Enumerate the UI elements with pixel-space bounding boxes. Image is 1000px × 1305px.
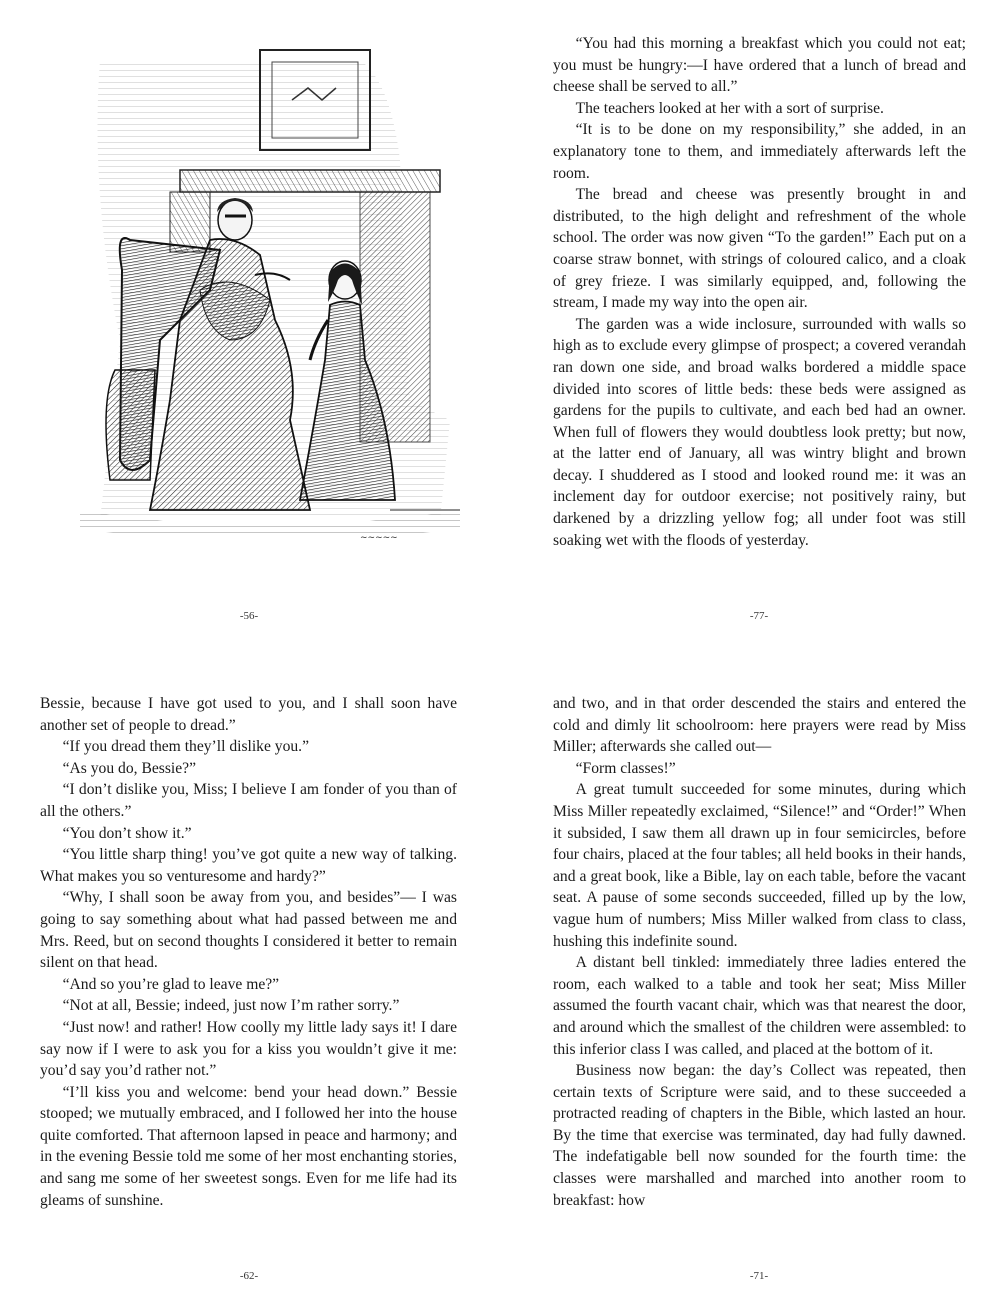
paragraph: A great tumult succeeded for some minutes, during which Miss Miller repeatedly exclaimed, “Silence!” and “Order!” When it subsided, I saw them all drawn up in four semicircles, before four chairs, placed at the four tables; all held books in their hands, and a great book, like a Bible, lay on each table, before the vacant seat. A pause of some seconds succeeded, filled up by the low, vague hum of numbers; Miss Miller walked from class to class, hushing this indefinite sound. [553,781,966,950]
paragraph: “If you dread them they’ll dislike you.” [62,738,310,756]
paragraph: “You had this morning a breakfast which you could not eat; you must be hungry:—I have ordered that a lunch of bread and cheese shall be served to all.” [553,35,966,96]
paragraph: “And so you’re glad to leave me?” [62,975,280,993]
paragraph: “Not at all, Bessie; indeed, just now I’m rather sorry.” [62,997,400,1015]
page-top-right [500,0,1000,652]
page-bottom-right [500,652,1000,1305]
woman-head [218,200,252,240]
paragraph: “Form classes!” [575,759,676,777]
paragraph: “It is to be done on my responsibility,” she added, in an explanatory tone to them, and immediately afterwards left the room. [553,121,966,182]
paragraph: “As you do, Bessie?” [62,759,196,777]
paragraph: “I don’t dislike you, Miss; I believe I am fonder of you than of all the others.” [40,781,457,820]
paragraph: “You don’t show it.” [62,824,192,842]
paragraph: The garden was a wide inclosure, surrounded with walls so high as to exclude every glimpse of prospect; a covered verandah ran down one side, and broad walks bordered a middle space divided into scores of little beds: these beds were assigned as gardens for the pupils to cultivate, and each bed had an owner. When full of flowers they would doubtless look pretty; but now, at the latter end of January, all was wintry blight and brown decay. I shuddered as I stood and looked round me: it was an inclement day for outdoor exercise; not positively rainy, but darkened by a drizzling yellow fog; all under foot was still soaking wet with the floods of yesterday. [553,315,966,549]
text-block [553,693,966,1211]
artist-signature: ~~~~~ [360,533,398,543]
engraving-illustration [60,40,470,550]
paragraph: “You little sharp thing! you’ve got quite a new way of talking. What makes you so venturesome and hardy?” [40,846,457,885]
page-bottom-left [0,652,500,1305]
page-number: -71- [749,1270,769,1282]
page-top-left [0,0,500,652]
page-number: -56- [239,610,259,622]
page-number: -62- [239,1270,259,1282]
paragraph: “Just now! and rather! How coolly my little lady says it! I dare say now if I were to ask you for a kiss you wouldn’t give it me: you’d say you’d rather not.” [40,1018,457,1080]
text-block [553,33,966,551]
paragraph: and two, and in that order descended the stairs and entered the cold and dimly lit schoolroom: here prayers were read by Miss Miller; afterwards she called out— [553,695,966,756]
text-block [40,693,457,1211]
paragraph: Bessie, because I have got used to you, and I shall soon have another set of people to dread.” [40,695,457,734]
paragraph: Business now began: the day’s Collect was repeated, then certain texts of Scripture were said, and to these succeeded a protracted reading of chapters in the Bible, which lasted an hour. By the time that exercise was terminated, day had fully dawned. The indefatigable bell now sounded for the fourth time: the classes were marshalled and marched into another room to breakfast: how [553,1062,966,1209]
fireplace-mantel [180,170,440,192]
paragraph: A distant bell tinkled: immediately three ladies entered the room, each walked to a table and took her seat; Miss Miller assumed the fourth vacant chair, which was that nearest the door, and around which the smallest of the children were assembled: to this inferior class I was called, and placed at the bottom of it. [553,954,966,1058]
paragraph: The bread and cheese was presently brought in and distributed, to the high delight and refreshment of the whole school. The order was now given “To the garden!” Each put on a coarse straw bonnet, with strings of coloured calico, and a cloak of grey frieze. I was similarly equipped, and, following the stream, I made my way into the open air. [553,186,966,312]
paragraph: “I’ll kiss you and welcome: bend your head down.” Bessie stooped; we mutually embraced, and I followed her into the house quite comforted. That afternoon lapsed in peace and harmony; and in the evening Bessie told me some of her most enchanting stories, and sang me some of her sweetest songs. Even for me life had its gleams of sunshine. [40,1083,457,1209]
paragraph: “Why, I shall soon be away from you, and besides”— I was going to say something about what had passed between me and Mrs. Reed, but on second thoughts I considered it better to remain silent on that head. [40,889,457,972]
page-number: -77- [749,610,769,622]
paragraph: The teachers looked at her with a sort of surprise. [575,99,884,117]
